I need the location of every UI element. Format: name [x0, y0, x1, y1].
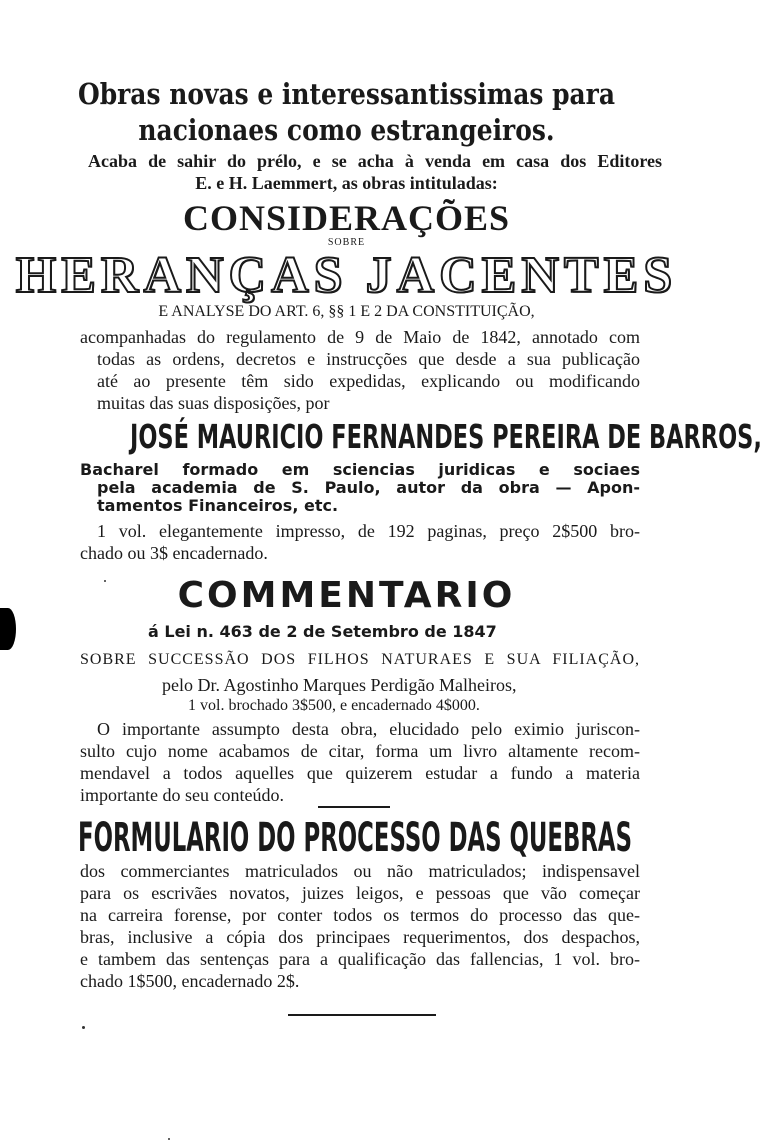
divider-end [288, 1014, 436, 1016]
book2-author: pelo Dr. Agostinho Marques Perdigão Malheiros, [162, 675, 517, 695]
intro-line-2: E. e H. Laemmert, as obras intituladas: [195, 173, 498, 193]
book2-topic: SOBRE SUCCESSÃO DOS FILHOS NATURAES E SUA FILIAÇÃO, [80, 651, 640, 668]
book2-description-line: sulto cujo nome acabamos de citar, forma um livro altamente recom- [80, 741, 640, 761]
book1-price-line: 1 vol. elegantemente impresso, de 192 paginas, preço 2$500 bro- [97, 521, 640, 541]
book1-credentials-line: pela academia de S. Paulo, autor da obra — Apon- [97, 478, 640, 497]
book3-description-line: na carreira forense, por conter todos os termos do processo das que- [80, 905, 640, 925]
ink-blot [0, 608, 16, 650]
book1-sobre: SOBRE [327, 237, 366, 248]
book1-title-considerations: CONSIDERAÇÕES [182, 198, 511, 238]
book2-description-line: mendavel a todos aquelles que quizerem estudar a fundo a materia [80, 763, 640, 783]
book1-credentials-line: Bacharel formado em sciencias juridicas e sociaes [80, 460, 640, 479]
ink-speck [168, 1138, 170, 1140]
book2-subtitle: á Lei n. 463 de 2 de Setembro de 1847 [148, 622, 497, 641]
book1-description-line: até ao presente têm sido expedidas, explicando ou modificando [97, 371, 640, 391]
divider-short [318, 806, 390, 808]
book3-title: FORMULARIO DO PROCESSO DAS QUEBRAS [78, 815, 632, 861]
book1-author: JOSÉ MAURICIO FERNANDES PEREIRA DE BARROS, [130, 417, 762, 456]
header-line-2: nacionaes como estrangeiros. [138, 113, 555, 147]
book1-description-line: todas as ordens, decretos e instrucções que desde a sua publicação [97, 349, 640, 369]
ink-speck [82, 1026, 85, 1029]
book1-title-herancas-jacentes: HERANÇAS JACENTES [15, 247, 678, 304]
header-line-1: Obras novas e interessantissimas para [78, 77, 615, 111]
book1-description-line: acompanhadas do regulamento de 9 de Maio de 1842, annotado com [80, 327, 640, 347]
book3-description-line: para os escrivães novatos, juizes leigos, e pessoas que vão começar [80, 883, 640, 903]
book3-description-line: bras, inclusive a cópia dos principaes requerimentos, dos despachos, [80, 927, 640, 947]
book3-description-line: chado 1$500, encadernado 2$. [80, 971, 300, 991]
book2-description-line: importante do seu conteúdo. [80, 785, 284, 805]
book1-description-line: muitas das suas disposições, por [97, 393, 330, 413]
book1-credentials-line: tamentos Financeiros, etc. [97, 496, 339, 515]
book2-price: 1 vol. brochado 3$500, e encadernado 4$000. [188, 697, 480, 714]
book1-price-line: chado ou 3$ encadernado. [80, 543, 268, 563]
book2-title: COMMENTARIO [177, 575, 516, 616]
book3-description-line: e tambem das sentenças para a qualificação das fallencias, 1 vol. bro- [80, 949, 640, 969]
book2-description-line: O importante assumpto desta obra, elucidado pelo eximio juriscon- [97, 719, 640, 739]
ink-speck [104, 580, 106, 582]
book1-subtitle: E ANALYSE DO ART. 6, §§ 1 E 2 DA CONSTITUIÇÃO, [158, 303, 535, 320]
book3-description-line: dos commerciantes matriculados ou não matriculados; indispensavel [80, 861, 640, 881]
intro-line-1: Acaba de sahir do prélo, e se acha à venda em casa dos Editores [88, 151, 662, 171]
